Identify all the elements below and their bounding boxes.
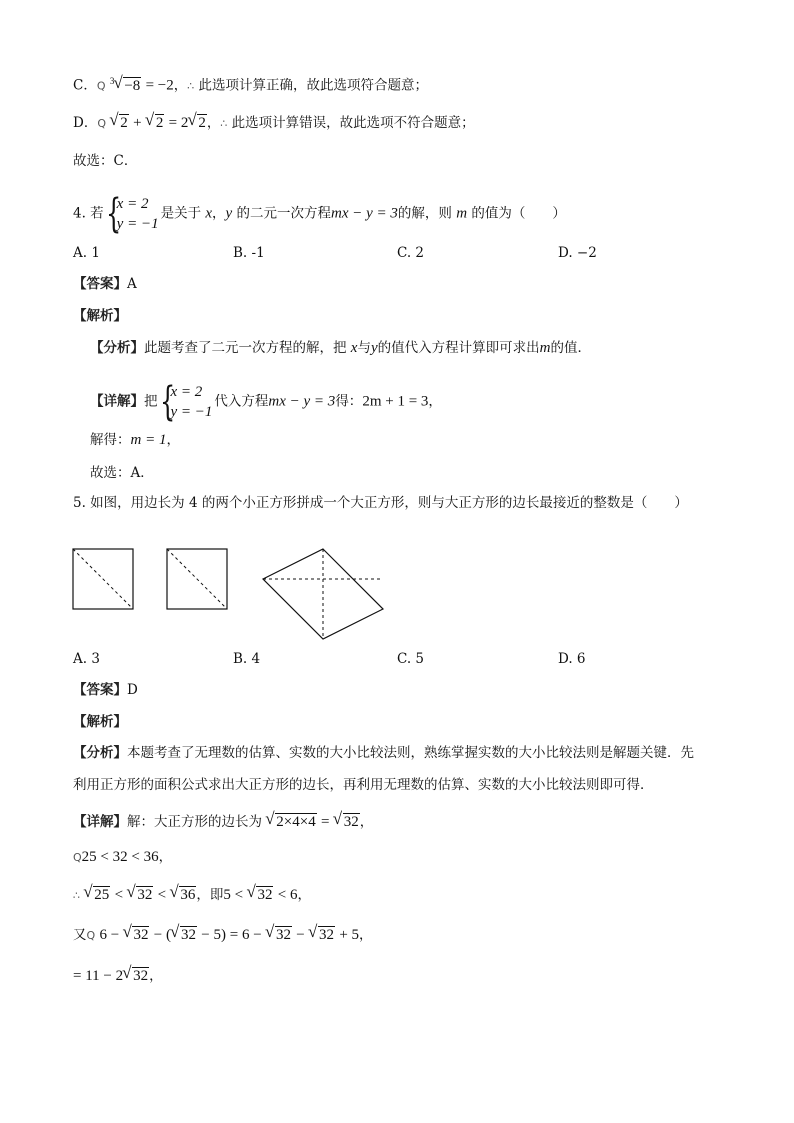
sqrt: √ 32 <box>171 926 197 944</box>
answer-tag: 【答案】 <box>73 682 127 698</box>
sqrt: √ 36 <box>170 886 196 904</box>
q5-fenxi-line1: 【分析】本题考查了无理数的估算、实数的大小比较法则，熟练掌握实数的大小比较法则是解题关键．先 <box>73 745 694 761</box>
therefore-symbol: ∴ <box>187 79 195 93</box>
sqrt: √ 32 <box>127 886 153 904</box>
q5-fenxi-line2: 利用正方形的面积公式求出大正方形的边长，再利用无理数的估算、实数的大小比较法则即可得． <box>73 777 654 793</box>
because-symbol: Q <box>86 929 96 942</box>
q5-option-b: B. 4 <box>233 651 261 667</box>
q5-step-3: 又Q 6 − √ 32 − (√ 32 − 5) = 6 − √ 32 − √ 32 + 5， <box>73 926 373 945</box>
answer-value: D <box>127 682 138 698</box>
cube-root: √ −8 <box>114 77 141 95</box>
choose-c: 故选：C． <box>73 153 138 169</box>
q4-fenxi: 【分析】此题考查了二元一次方程的解，把 x与y的值代入方程计算即可求出m的值． <box>90 340 591 356</box>
therefore-symbol: ∴ <box>73 889 80 902</box>
q5-step-4: = 11 − 2√ 32， <box>73 967 163 985</box>
expr-result: = −2 <box>145 77 174 94</box>
q4-option-c: C. 2 <box>397 245 425 261</box>
q5-step-1: Q25 < 32 < 36， <box>73 849 173 865</box>
q5-option-d: D. 6 <box>558 651 586 667</box>
q5-answer <box>73 681 138 699</box>
q4-option-d: D. −2 <box>558 245 597 261</box>
solution-line-d: D．Q √ 2 + √ 2 = 2√ 2，∴ 此选项计算错误，故此选项不符合题意； <box>73 114 475 133</box>
question-5-stem: 5. 如图，用边长为 4 的两个小正方形拼成一个大正方形，则与大正方形的边长最接近的整数是（ ） <box>73 495 688 511</box>
q4-solve: 解得：m = 1， <box>90 432 180 448</box>
squares-figure <box>70 543 390 643</box>
square-1-diagonal <box>73 549 133 609</box>
equation-system: { x = 2 y = −1 <box>159 379 213 425</box>
q4-option-b: B. -1 <box>233 245 265 261</box>
equation-system: { x = 2 y = −1 <box>105 191 159 237</box>
sqrt: √ 2×4×4 <box>266 813 316 831</box>
line-text: 此选项计算正确，故此选项符合题意； <box>198 77 429 94</box>
sqrt: √ 25 <box>84 886 110 904</box>
sqrt: √ 32 <box>334 813 360 831</box>
q4-choose: 故选：A． <box>90 465 154 481</box>
sqrt: √ 2 <box>188 114 207 132</box>
equation: mx − y = 3 <box>331 205 398 222</box>
q5-detail: 【详解】解：大正方形的边长为 √ 2×4×4 = √ 32， <box>73 813 373 831</box>
answer-value: A <box>127 276 137 292</box>
sqrt: √ 32 <box>266 926 292 944</box>
line-text: 此选项计算错误，故此选项不符合题意； <box>231 115 475 131</box>
q4-option-a: A. 1 <box>73 245 100 261</box>
question-4-stem: 4. 若 { x = 2 y = −1是关于 x，y 的二元一次方程mx − y = 3的解，则 m 的值为（ ） <box>73 191 566 237</box>
because-symbol: Q <box>96 79 106 93</box>
because-symbol: Q <box>97 117 106 130</box>
q5-analysis-tag: 【解析】 <box>73 714 127 730</box>
because-symbol: Q <box>73 851 82 864</box>
therefore-symbol: ∴ <box>220 117 228 130</box>
sqrt: √ 32 <box>123 926 149 944</box>
sqrt: √ 2 <box>110 114 129 132</box>
q4-analysis-tag: 【解析】 <box>73 308 127 324</box>
q5-option-c: C. 5 <box>397 651 425 667</box>
square-2-diagonal <box>167 549 227 609</box>
sqrt: √ 2 <box>146 114 165 132</box>
q5-step-2: ∴ √ 25 < √ 32 < √ 36，即5 < √ 32 < 6， <box>73 886 311 905</box>
option-label: C． <box>73 77 97 94</box>
q4-detail: 【详解】把 { x = 2 y = −1代入方程mx − y = 3得：2m + 1 = 3， <box>90 379 442 425</box>
sqrt: √ 32 <box>309 926 335 944</box>
root-index: 3 <box>109 76 115 86</box>
q4-answer <box>73 275 137 293</box>
q5-option-a: A. 3 <box>73 651 100 667</box>
solution-line-c: C．Q $^3$√ −8 = −2，∴ 此选项计算正确，故此选项符合题意； <box>73 72 428 96</box>
option-label: D． <box>73 115 98 131</box>
sqrt: √ 32 <box>247 886 273 904</box>
sqrt: √ 32 <box>123 967 149 985</box>
answer-tag: 【答案】 <box>73 276 127 292</box>
